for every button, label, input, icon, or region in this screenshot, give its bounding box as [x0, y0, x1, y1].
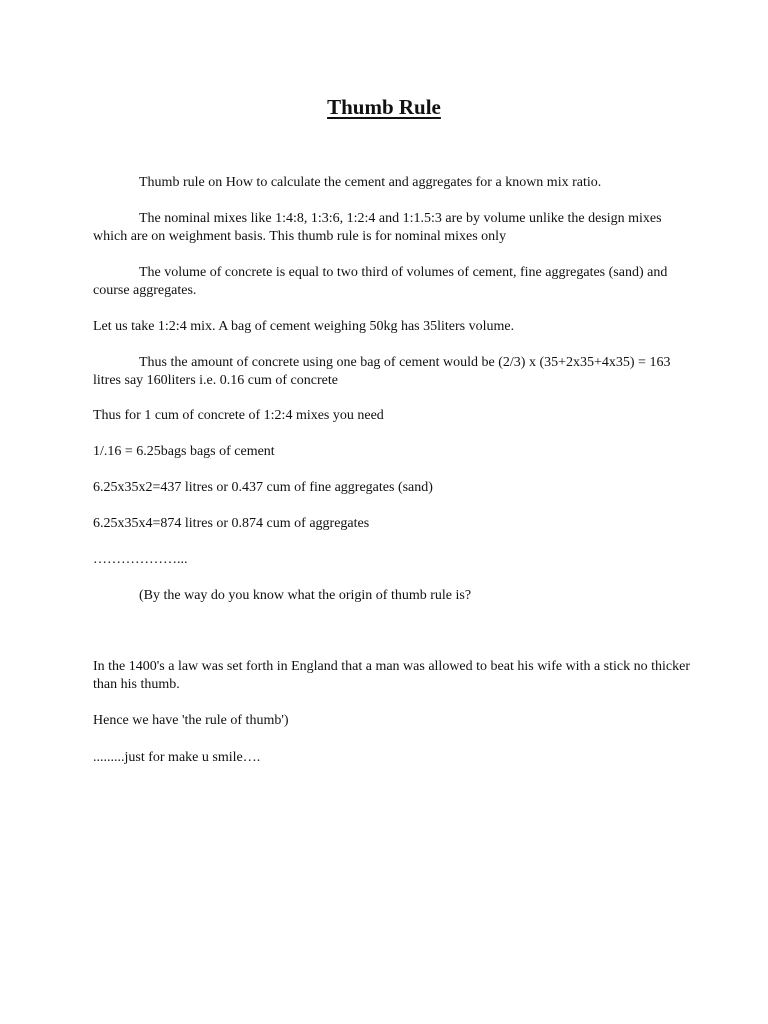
paragraph-rule-of-thumb: Hence we have 'the rule of thumb'): [93, 713, 289, 728]
paragraph-smile: .........just for make u smile….: [93, 750, 261, 765]
document-title: Thumb Rule: [327, 95, 441, 119]
paragraph-mix-example: Let us take 1:2:4 mix. A bag of cement weighing 50kg has 35liters volume.: [93, 319, 515, 334]
paragraph-fine-aggregates: 6.25x35x2=437 litres or 0.437 cum of fine aggregates (sand): [93, 480, 433, 495]
paragraph-nominal-mixes: The nominal mixes like 1:4:8, 1:3:6, 1:2:4 and 1:1.5:3 are by volume unlike the design mixes which are on weighment basis. This thumb rule is for nominal mixes only: [93, 211, 662, 244]
paragraph-aggregates: 6.25x35x4=874 litres or 0.874 cum of aggregates: [93, 516, 370, 531]
paragraph-by-the-way: (By the way do you know what the origin of thumb rule is?: [139, 588, 472, 603]
paragraph-concrete-amount: Thus the amount of concrete using one bag of cement would be (2/3) x (35+2x35+4x35) = 163 litres say 160liters i.e. 0.16 cum of concrete: [93, 355, 671, 388]
paragraph-cement-bags: 1/.16 = 6.25bags bags of cement: [93, 444, 275, 459]
paragraph-per-cum: Thus for 1 cum of concrete of 1:2:4 mixes you need: [93, 408, 384, 423]
paragraph-origin-story: In the 1400's a law was set forth in England that a man was allowed to beat his wife with a stick no thicker than his thumb.: [93, 659, 690, 692]
ellipsis-separator: ………………...: [93, 552, 188, 567]
paragraph-volume-concrete: The volume of concrete is equal to two third of volumes of cement, fine aggregates (sand) and course aggregates.: [93, 265, 668, 298]
paragraph-intro: Thumb rule on How to calculate the cement and aggregates for a known mix ratio.: [139, 175, 602, 190]
